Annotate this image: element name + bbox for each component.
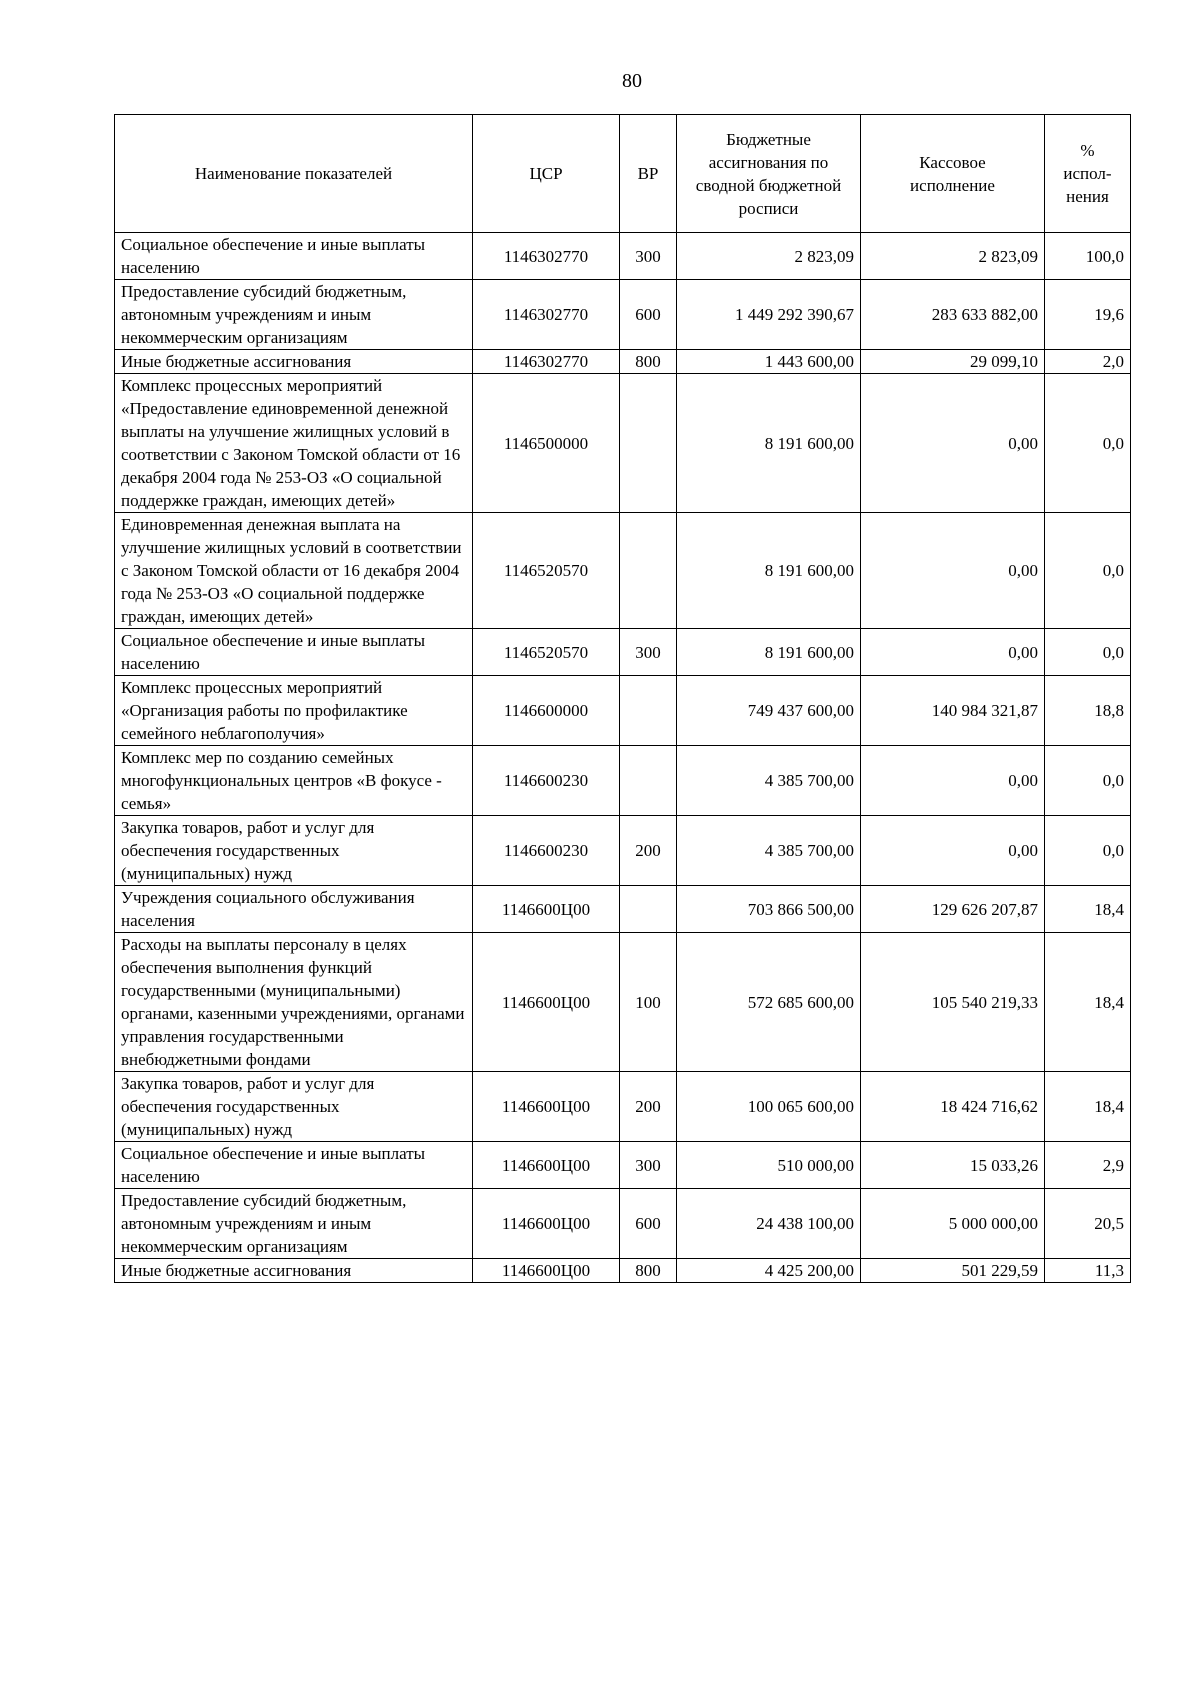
table-row: [115, 933, 1131, 1072]
cell-csr: 1146600Ц00: [473, 1072, 620, 1142]
table-row: [115, 280, 1131, 350]
table-row: [115, 350, 1131, 374]
budget-execution-table: [114, 114, 1131, 1283]
cell-csr: 1146600Ц00: [473, 886, 620, 933]
table-row: [115, 233, 1131, 280]
cell-pct: 2,0: [1045, 350, 1131, 374]
cell-vr: 300: [620, 233, 677, 280]
cell-cash: 5 000 000,00: [861, 1189, 1045, 1259]
cell-vr: [620, 676, 677, 746]
cell-vr: 600: [620, 1189, 677, 1259]
cell-pct: 0,0: [1045, 374, 1131, 513]
cell-budget: 8 191 600,00: [677, 374, 861, 513]
cell-name: Учреждения социального обслуживания населения: [115, 886, 473, 933]
cell-pct: 0,0: [1045, 513, 1131, 629]
cell-budget: 8 191 600,00: [677, 629, 861, 676]
cell-vr: 800: [620, 1259, 677, 1283]
cell-cash: 29 099,10: [861, 350, 1045, 374]
cell-name: Комплекс мер по созданию семейных многофункциональных центров «В фокусе - семья»: [115, 746, 473, 816]
cell-csr: 1146600000: [473, 676, 620, 746]
cell-cash: 0,00: [861, 816, 1045, 886]
cell-pct: 18,8: [1045, 676, 1131, 746]
cell-csr: 1146600Ц00: [473, 1189, 620, 1259]
cell-budget: 100 065 600,00: [677, 1072, 861, 1142]
cell-csr: 1146520570: [473, 629, 620, 676]
page-number: 80: [622, 70, 642, 92]
cell-vr: [620, 374, 677, 513]
cell-vr: [620, 513, 677, 629]
cell-budget: 24 438 100,00: [677, 1189, 861, 1259]
cell-vr: 200: [620, 1072, 677, 1142]
table-row: [115, 1142, 1131, 1189]
cell-vr: 300: [620, 1142, 677, 1189]
cell-cash: 15 033,26: [861, 1142, 1045, 1189]
cell-csr: 1146600Ц00: [473, 933, 620, 1072]
cell-budget: 703 866 500,00: [677, 886, 861, 933]
cell-name: Комплекс процессных мероприятий «Организация работы по профилактике семейного неблагополучия»: [115, 676, 473, 746]
cell-pct: 0,0: [1045, 816, 1131, 886]
cell-vr: 300: [620, 629, 677, 676]
table-row: [115, 676, 1131, 746]
cell-vr: [620, 746, 677, 816]
cell-csr: 1146302770: [473, 350, 620, 374]
cell-cash: 501 229,59: [861, 1259, 1045, 1283]
cell-pct: 11,3: [1045, 1259, 1131, 1283]
table-row: [115, 886, 1131, 933]
cell-name: Иные бюджетные ассигнования: [115, 1259, 473, 1283]
cell-pct: 19,6: [1045, 280, 1131, 350]
cell-budget: 1 443 600,00: [677, 350, 861, 374]
cell-name: Закупка товаров, работ и услуг для обеспечения государственных (муниципальных) нужд: [115, 1072, 473, 1142]
cell-name: Расходы на выплаты персоналу в целях обеспечения выполнения функций государственными (муниципальными) органами, казенными учреждениями, органами управления государственными внебюджетными фондами: [115, 933, 473, 1072]
header-vr: ВР: [620, 115, 677, 233]
cell-cash: 2 823,09: [861, 233, 1045, 280]
cell-name: Социальное обеспечение и иные выплаты населению: [115, 629, 473, 676]
cell-vr: 100: [620, 933, 677, 1072]
cell-pct: 100,0: [1045, 233, 1131, 280]
cell-cash: 129 626 207,87: [861, 886, 1045, 933]
cell-name: Единовременная денежная выплата на улучшение жилищных условий в соответствии с Законом Томской области от 16 декабря 2004 года № 253-ОЗ «О социальной поддержке граждан, имеющих детей»: [115, 513, 473, 629]
cell-vr: 200: [620, 816, 677, 886]
cell-budget: 4 385 700,00: [677, 746, 861, 816]
cell-budget: 4 425 200,00: [677, 1259, 861, 1283]
cell-cash: 0,00: [861, 746, 1045, 816]
cell-csr: 1146600Ц00: [473, 1142, 620, 1189]
header-cash: Кассовое исполнение: [861, 115, 1045, 233]
cell-cash: 18 424 716,62: [861, 1072, 1045, 1142]
cell-csr: 1146500000: [473, 374, 620, 513]
cell-pct: 0,0: [1045, 629, 1131, 676]
cell-csr: 1146302770: [473, 233, 620, 280]
cell-csr: 1146600230: [473, 746, 620, 816]
table-row: [115, 746, 1131, 816]
table-row: [115, 1259, 1131, 1283]
cell-budget: 4 385 700,00: [677, 816, 861, 886]
cell-csr: 1146520570: [473, 513, 620, 629]
cell-vr: [620, 886, 677, 933]
header-pct: % испол-нения: [1045, 115, 1131, 233]
header-name: Наименование показателей: [115, 115, 473, 233]
table-row: [115, 1072, 1131, 1142]
cell-name: Комплекс процессных мероприятий «Предоставление единовременной денежной выплаты на улучшение жилищных условий в соответствии с Законом Томской области от 16 декабря 2004 года № 253-ОЗ «О социальной поддержке граждан, имеющих детей»: [115, 374, 473, 513]
cell-csr: 1146302770: [473, 280, 620, 350]
table-row: [115, 1189, 1131, 1259]
cell-cash: 0,00: [861, 374, 1045, 513]
cell-name: Иные бюджетные ассигнования: [115, 350, 473, 374]
table-row: [115, 374, 1131, 513]
cell-cash: 0,00: [861, 629, 1045, 676]
cell-pct: 0,0: [1045, 746, 1131, 816]
cell-vr: 800: [620, 350, 677, 374]
cell-budget: 572 685 600,00: [677, 933, 861, 1072]
table-header-row: [115, 115, 1131, 233]
cell-name: Социальное обеспечение и иные выплаты населению: [115, 233, 473, 280]
cell-pct: 18,4: [1045, 886, 1131, 933]
table-row: [115, 629, 1131, 676]
cell-vr: 600: [620, 280, 677, 350]
table-row: [115, 513, 1131, 629]
cell-name: Социальное обеспечение и иные выплаты населению: [115, 1142, 473, 1189]
header-budget: Бюджетные ассигнования по сводной бюджетной росписи: [677, 115, 861, 233]
cell-budget: 510 000,00: [677, 1142, 861, 1189]
cell-name: Закупка товаров, работ и услуг для обеспечения государственных (муниципальных) нужд: [115, 816, 473, 886]
cell-cash: 0,00: [861, 513, 1045, 629]
cell-csr: 1146600Ц00: [473, 1259, 620, 1283]
cell-pct: 18,4: [1045, 1072, 1131, 1142]
cell-pct: 20,5: [1045, 1189, 1131, 1259]
header-csr: ЦСР: [473, 115, 620, 233]
cell-cash: 105 540 219,33: [861, 933, 1045, 1072]
table-row: [115, 816, 1131, 886]
cell-cash: 140 984 321,87: [861, 676, 1045, 746]
cell-name: Предоставление субсидий бюджетным, автономным учреждениям и иным некоммерческим организациям: [115, 280, 473, 350]
cell-csr: 1146600230: [473, 816, 620, 886]
cell-name: Предоставление субсидий бюджетным, автономным учреждениям и иным некоммерческим организациям: [115, 1189, 473, 1259]
cell-pct: 18,4: [1045, 933, 1131, 1072]
cell-pct: 2,9: [1045, 1142, 1131, 1189]
cell-budget: 749 437 600,00: [677, 676, 861, 746]
cell-budget: 8 191 600,00: [677, 513, 861, 629]
cell-budget: 1 449 292 390,67: [677, 280, 861, 350]
cell-cash: 283 633 882,00: [861, 280, 1045, 350]
cell-budget: 2 823,09: [677, 233, 861, 280]
